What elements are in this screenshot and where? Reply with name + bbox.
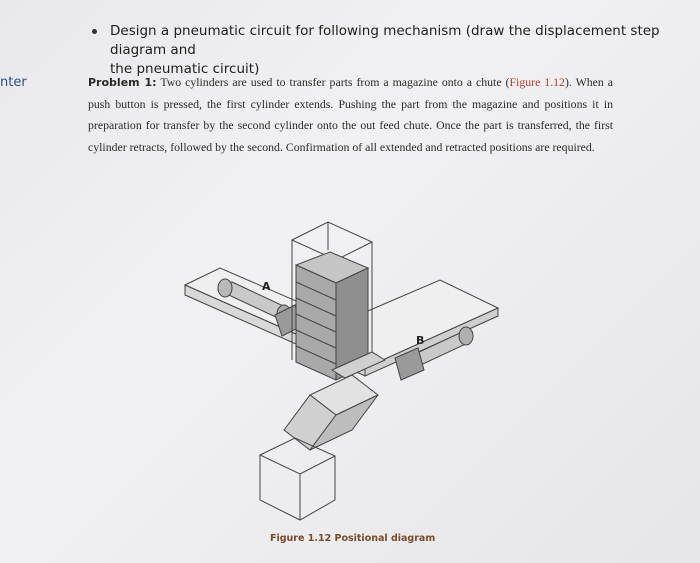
positional-diagram xyxy=(180,210,520,530)
magazine xyxy=(292,222,385,380)
problem-statement xyxy=(88,72,613,158)
problem-lead: Problem 1: xyxy=(88,76,157,89)
chute xyxy=(284,375,378,450)
problem-text-1: Two cylinders are used to transfer parts from a magazine onto a chute ( xyxy=(156,75,510,89)
task-line-1: Design a pneumatic circuit for following mechanism (draw the displacement step diagram and xyxy=(110,23,660,58)
task-text xyxy=(110,22,672,79)
cylinder-a-label: A xyxy=(262,280,271,293)
problem-text-2: ). When a push button is pressed, the first cylinder extends. Pushing the part from the magazine and positions it in preparation for transfer by the second cylinder onto the out feed chute. Once the part is transferred, the first cylinder retracts, followed by the second. Confirmation of all extended and retracted positions are required. xyxy=(88,75,614,154)
cylinder-b-label: B xyxy=(416,334,425,347)
figure-caption: Figure 1.12 Positional diagram xyxy=(270,533,436,544)
window-edge-label: nter xyxy=(0,75,27,90)
task-bullet xyxy=(92,22,672,79)
diagram-drawing xyxy=(180,210,520,530)
figure-reference: Figure 1.12 xyxy=(509,75,565,89)
task-line-2: the pneumatic circuit) xyxy=(110,61,260,77)
bullet-icon xyxy=(92,29,97,34)
collection-box xyxy=(260,438,335,520)
